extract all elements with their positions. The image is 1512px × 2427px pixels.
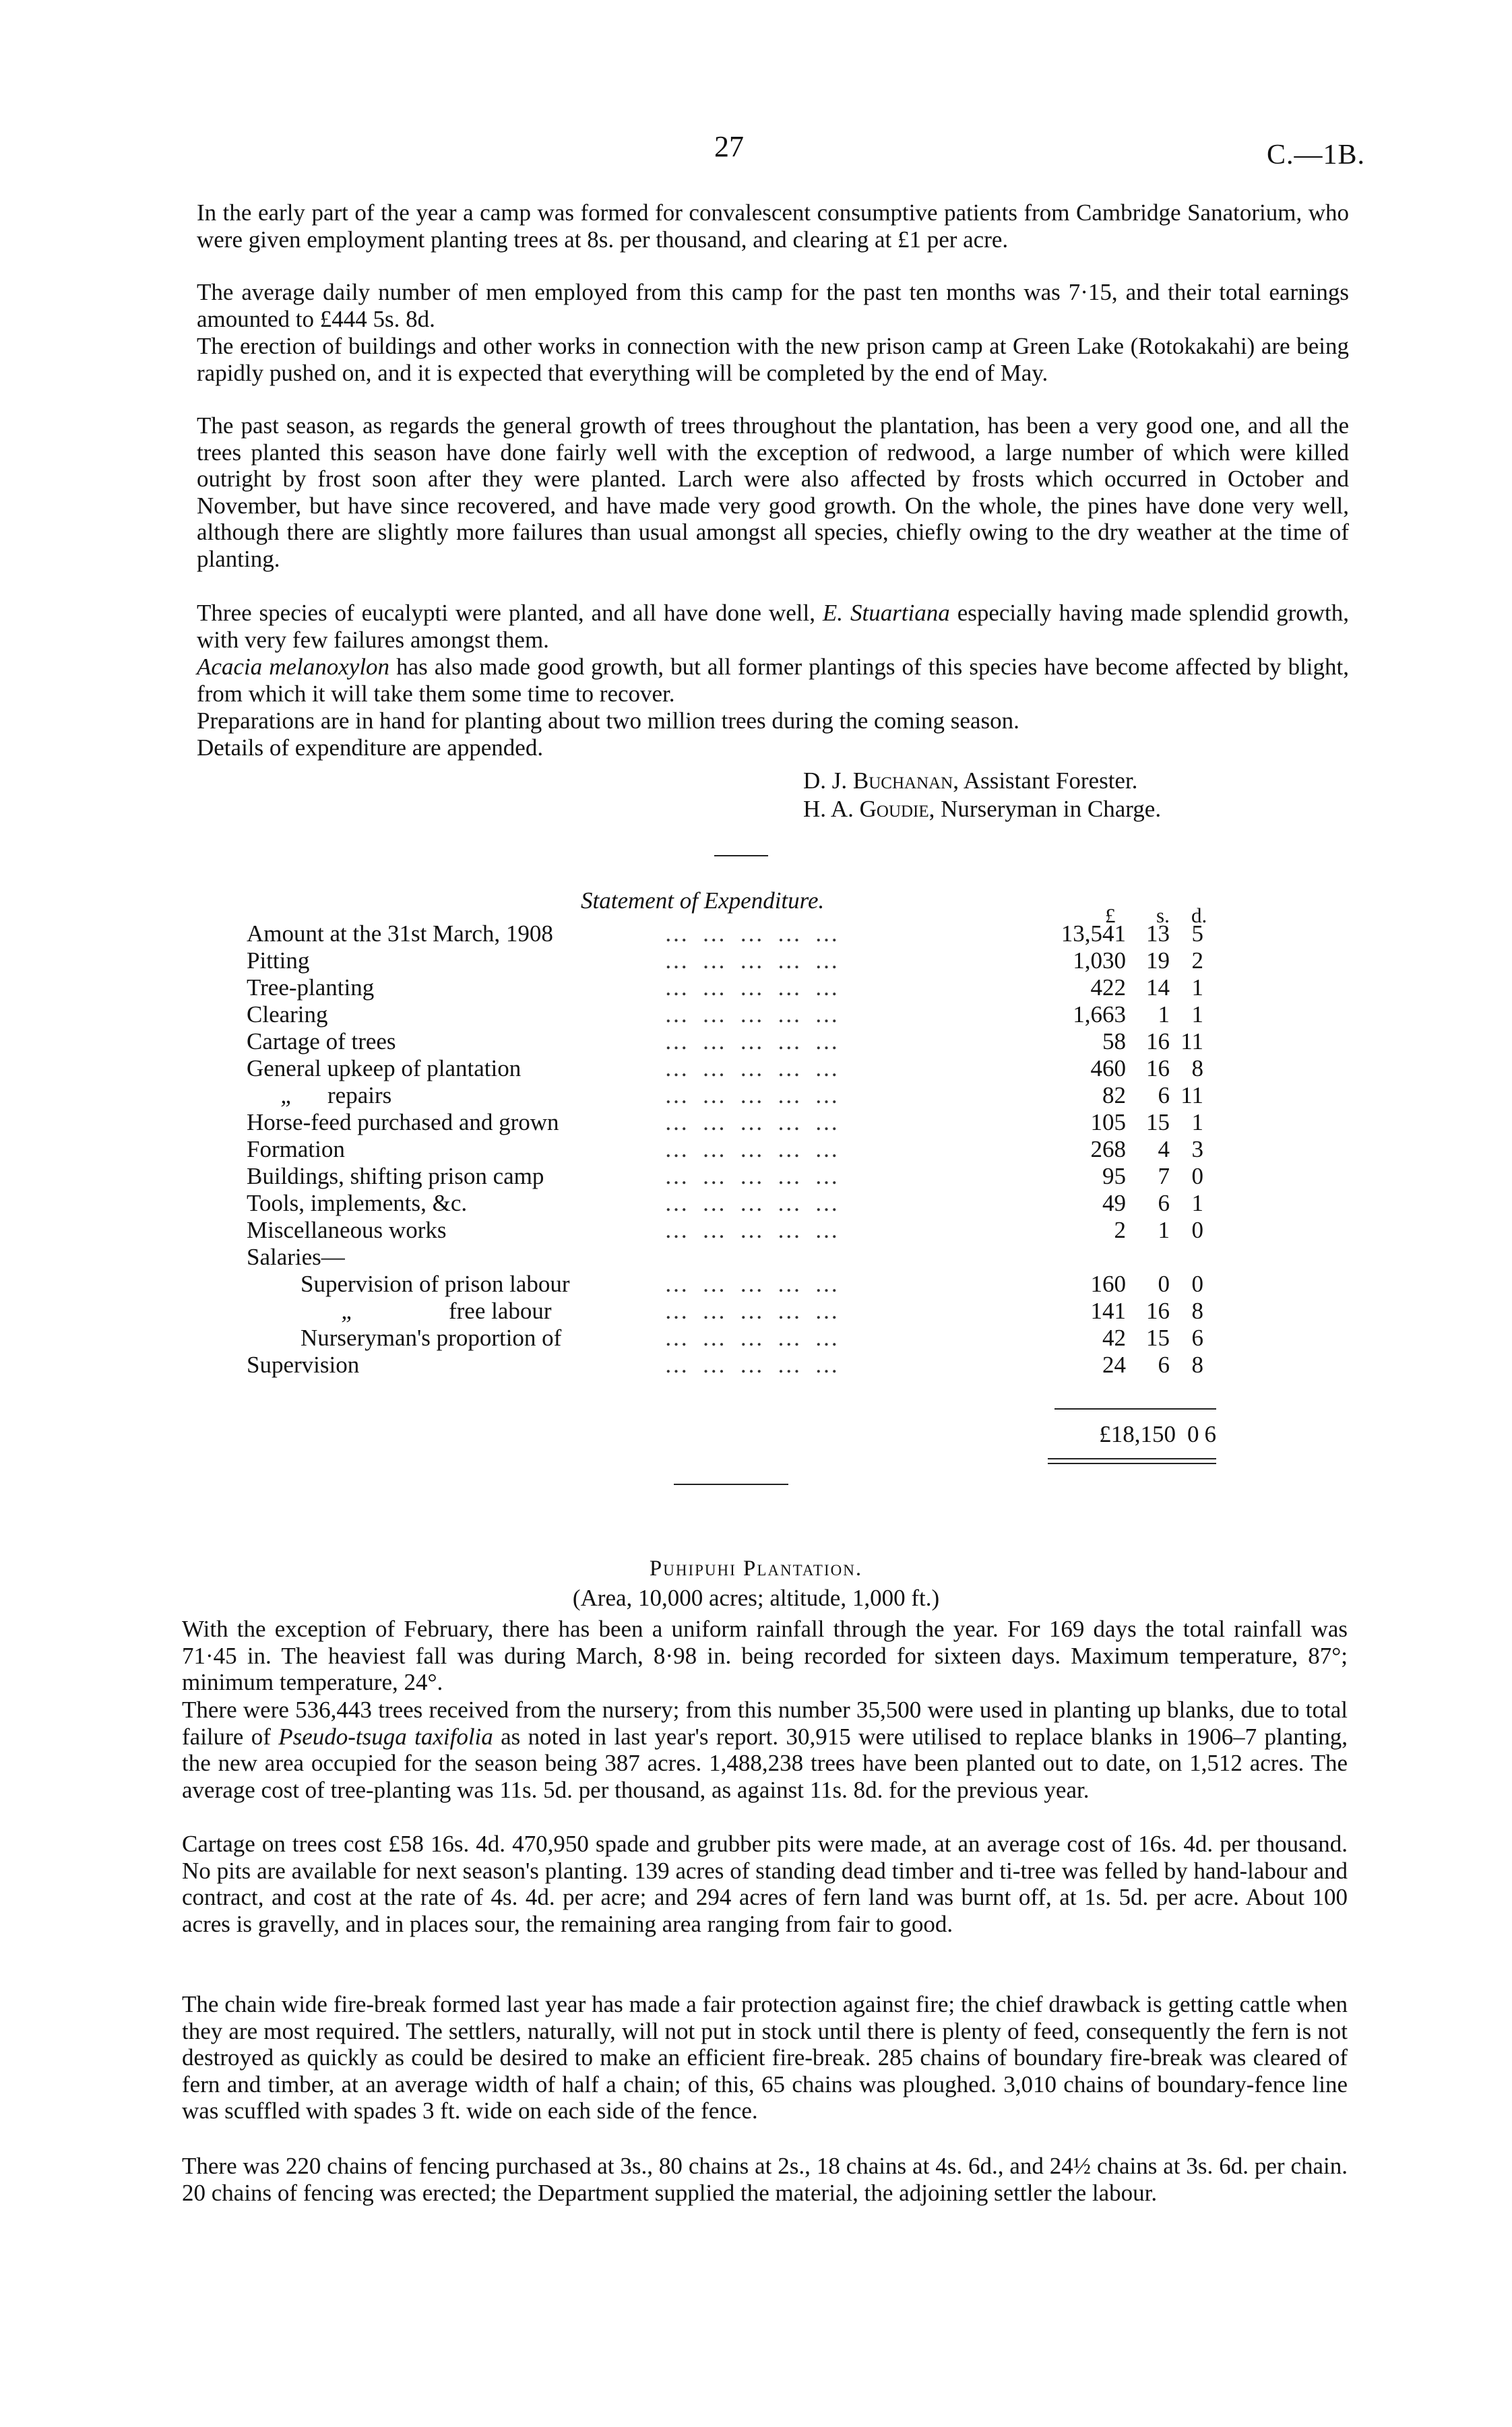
amount-shillings: 16 <box>1146 1055 1170 1081</box>
cartage-paragraph: Cartage on trees cost £58 16s. 4d. 470,950 spade and grubber pits were made, at an average cost of 16s. 4d. per thousand. No pits are available for next season's planting. 139 acres of standing dead timber and ti-tree was felled by hand-labour and contract, and cost at the rate of 4s. 4d. per acre; and 294 acres of fern land was burnt off, at 1s. 5d. per acre. About 100 acres is gravelly, and in places sour, the remaining area ranging from fair to good. <box>182 1831 1348 1937</box>
amount-pence: 5 <box>1191 920 1203 947</box>
expenditure-row <box>247 1325 1203 1352</box>
amount-pounds: 1,663 <box>1073 1001 1126 1028</box>
amount-pence: 8 <box>1191 1298 1203 1324</box>
amount-shillings: 19 <box>1146 947 1170 974</box>
leader-dots: … … … … … <box>664 1325 842 1351</box>
amount-pounds: 82 <box>1102 1082 1126 1108</box>
amount-pence: 0 <box>1191 1217 1203 1243</box>
leader-dots: … … … … … <box>664 1352 842 1378</box>
signature-line: H. A. Goudie, Nurseryman in Charge. <box>803 796 1162 822</box>
total-row <box>977 1421 1216 1449</box>
expenditure-label: „ free labour <box>247 1298 552 1325</box>
species-name: Acacia melanoxylon <box>197 654 390 680</box>
total-shillings: 0 <box>1187 1421 1199 1447</box>
leader-dots: … … … … … <box>664 947 842 974</box>
expenditure-label: Miscellaneous works <box>247 1217 447 1243</box>
amount-pence: 3 <box>1191 1136 1203 1162</box>
expenditure-label: Salaries— <box>247 1244 345 1270</box>
amount-shillings: 16 <box>1146 1298 1170 1324</box>
divider <box>674 1484 788 1485</box>
amount-pence: 8 <box>1191 1055 1203 1081</box>
rainfall-paragraph: With the exception of February, there has been a uniform rainfall through the year. For 169 days the total rainfall was 71·45 in. The heaviest fall was during March, 8·98 in. being recorded for sixteen days. Maximum temperature, 87°; minimum temperature, 24°. <box>182 1616 1348 1695</box>
expenditure-label: General upkeep of plantation <box>247 1055 522 1081</box>
signatory-name: D. J. Buchanan <box>803 767 953 794</box>
amount-pounds: 58 <box>1102 1028 1126 1054</box>
expenditure-label: Formation <box>247 1136 345 1162</box>
amount-pence: 1 <box>1191 1001 1203 1028</box>
section-subtitle: (Area, 10,000 acres; altitude, 1,000 ft.) <box>572 1585 940 1611</box>
amount-pounds: 1,030 <box>1073 947 1126 974</box>
leader-dots: … … … … … <box>664 1055 842 1081</box>
ditto-mark: „ <box>341 1298 354 1324</box>
amount-shillings: 6 <box>1158 1352 1170 1378</box>
amount-shillings: 0 <box>1158 1271 1170 1297</box>
amount-pence: 2 <box>1191 947 1203 974</box>
expenditure-label: Cartage of trees <box>247 1028 396 1054</box>
expenditure-label: Buildings, shifting prison camp <box>247 1163 544 1189</box>
expenditure-row <box>247 920 1203 947</box>
expenditure-label: Supervision of prison labour <box>301 1271 570 1297</box>
document-reference: C.—1B. <box>1266 139 1365 170</box>
expenditure-label: Clearing <box>247 1001 328 1028</box>
amount-pence: 11 <box>1180 1028 1203 1054</box>
amount-pounds: 268 <box>1090 1136 1126 1162</box>
intro-paragraph: In the early part of the year a camp was formed for convalescent consumptive patients from Cambridge Sanatorium, who were given employment planting trees at 8s. per thousand, and clearing at £1 per acre. <box>197 199 1349 253</box>
amount-pounds: 105 <box>1090 1109 1126 1135</box>
firebreak-paragraph: The chain wide fire-break formed last year has made a fair protection against fire; the chief drawback is getting cattle when they are most required. The settlers, naturally, will not put in stock until there is plenty of feed, consequently the fern is not destroyed as quickly as could be desired to make an efficient fire-break. 285 chains of boundary fire-break was cleared of fern and timber, at an average width of half a chain; of this, 65 chains was ploughed. 3,010 chains of boundary-fence line was scuffled with spades 3 ft. wide on each side of the fence. <box>182 1991 1348 2124</box>
total-double-rule <box>1048 1463 1216 1464</box>
intro-paragraph: The average daily number of men employed from this camp for the past ten months was 7·15, and their total earnings amounted to £444 5s. 8d. <box>197 279 1349 332</box>
leader-dots: … … … … … <box>664 1190 842 1216</box>
subtotal-rule <box>1054 1408 1216 1410</box>
amount-pounds: 24 <box>1102 1352 1126 1378</box>
amount-shillings: 6 <box>1158 1190 1170 1216</box>
amount-pence: 0 <box>1191 1271 1203 1297</box>
amount-pounds: 460 <box>1090 1055 1126 1081</box>
section-title: Puhipuhi Plantation. <box>649 1556 863 1581</box>
intro-paragraph: The past season, as regards the general growth of trees throughout the plantation, has been a very good one, and all the trees planted this season have done fairly well with the exception of redwood, a large number of which were killed outright by frost soon after they were planted. Larch were also affected by frosts which occurred in October and November, but have since recovered, and have made very good growth. On the whole, the pines have done very well, although there are slightly more failures than usual amongst all species, chiefly owing to the dry weather at the time of planting. <box>197 412 1349 572</box>
ditto-mark: „ <box>280 1082 294 1108</box>
amount-shillings: 15 <box>1146 1325 1170 1351</box>
amount-pounds: 42 <box>1102 1325 1126 1351</box>
divider <box>714 855 768 856</box>
page-number: 27 <box>714 130 744 163</box>
statement-title: Statement of Expenditure. <box>581 887 825 914</box>
pence-header: d. <box>1191 904 1207 927</box>
amount-shillings: 13 <box>1146 920 1170 947</box>
leader-dots: … … … … … <box>664 1298 842 1324</box>
amount-pounds: 2 <box>1114 1217 1126 1243</box>
amount-pounds: 13,541 <box>1061 920 1126 947</box>
leader-dots: … … … … … <box>664 1217 842 1243</box>
amount-shillings: 1 <box>1158 1001 1170 1028</box>
amount-pence: 1 <box>1191 974 1203 1001</box>
expenditure-table <box>247 920 1203 1379</box>
total-pounds: £18,150 <box>1099 1421 1176 1447</box>
closing-line: Preparations are in hand for planting about two million trees during the coming season. <box>197 707 1019 734</box>
amount-pounds: 95 <box>1102 1163 1126 1189</box>
expenditure-label: Supervision <box>247 1352 360 1378</box>
amount-pounds: 160 <box>1090 1271 1126 1297</box>
expenditure-label: Amount at the 31st March, 1908 <box>247 920 553 947</box>
amount-pounds: 49 <box>1102 1190 1126 1216</box>
closing-line: Details of expenditure are appended. <box>197 734 544 761</box>
leader-dots: … … … … … <box>664 1271 842 1297</box>
trees-paragraph: There were 536,443 trees received from the nursery; from this number 35,500 were used in planting up blanks, due to total failure of Pseudo-tsuga taxifolia as noted in last year's report. 30,915 were utilised to replace blanks in 1906–7 planting, the new area occupied for the season being 387 acres. 1,488,238 trees have been planted out to date, on 1,512 acres. The average cost of tree-planting was 11s. 5d. per thousand, as against 11s. 8d. for the previous year. <box>182 1697 1348 1803</box>
amount-pounds: 422 <box>1090 974 1126 1001</box>
amount-pence: 6 <box>1191 1325 1203 1351</box>
amount-shillings: 4 <box>1158 1136 1170 1162</box>
expenditure-label: Pitting <box>247 947 310 974</box>
amount-shillings: 14 <box>1146 974 1170 1001</box>
species-name: E. Stuartiana <box>822 600 950 626</box>
species-name: Pseudo-tsuga taxifolia <box>278 1723 493 1750</box>
amount-pounds: 141 <box>1090 1298 1126 1324</box>
leader-dots: … … … … … <box>664 1136 842 1162</box>
amount-pence: 1 <box>1191 1190 1203 1216</box>
signature-line: D. J. Buchanan, Assistant Forester. <box>803 767 1138 794</box>
leader-dots: … … … … … <box>664 1082 842 1108</box>
expenditure-row <box>247 1190 1203 1217</box>
expenditure-row <box>247 1217 1203 1244</box>
expenditure-row <box>247 1352 1203 1379</box>
leader-dots: … … … … … <box>664 1001 842 1028</box>
expenditure-row <box>247 1055 1203 1082</box>
amount-pence: 0 <box>1191 1163 1203 1189</box>
amount-pence: 1 <box>1191 1109 1203 1135</box>
expenditure-row <box>247 1271 1203 1298</box>
total-double-rule <box>1048 1458 1216 1459</box>
expenditure-row <box>247 1163 1203 1190</box>
expenditure-row <box>247 1109 1203 1136</box>
amount-shillings: 15 <box>1146 1109 1170 1135</box>
amount-pence: 8 <box>1191 1352 1203 1378</box>
total-pence: 6 <box>1204 1421 1216 1447</box>
expenditure-row <box>247 1082 1203 1109</box>
expenditure-row <box>247 1136 1203 1163</box>
eucalypti-paragraph: Three species of eucalypti were planted, and all have done well, E. Stuartiana especially having made splendid growth, with very few failures amongst them. <box>197 600 1349 653</box>
leader-dots: … … … … … <box>664 920 842 947</box>
expenditure-row <box>247 947 1203 974</box>
intro-paragraph: The erection of buildings and other works in connection with the new prison camp at Green Lake (Rotokakahi) are being rapidly pushed on, and it is expected that everything will be completed by the end of May. <box>197 333 1349 386</box>
leader-dots: … … … … … <box>664 1109 842 1135</box>
acacia-paragraph: Acacia melanoxylon has also made good growth, but all former plantings of this species have become affected by blight, from which it will take them some time to recover. <box>197 654 1349 707</box>
fencing-paragraph: There was 220 chains of fencing purchased at 3s., 80 chains at 2s., 18 chains at 4s. 6d., and 24½ chains at 3s. 6d. per chain. 20 chains of fencing was erected; the Department supplied the material, the adjoining settler the labour. <box>182 2153 1348 2206</box>
signatory-name: H. A. Goudie <box>803 796 929 822</box>
amount-pence: 11 <box>1180 1082 1203 1108</box>
amount-shillings: 1 <box>1158 1217 1170 1243</box>
amount-shillings: 6 <box>1158 1082 1170 1108</box>
expenditure-label: Horse-feed purchased and grown <box>247 1109 559 1135</box>
expenditure-row <box>247 1028 1203 1055</box>
pounds-header: £ <box>1105 904 1116 927</box>
leader-dots: … … … … … <box>664 1028 842 1054</box>
expenditure-row <box>247 1244 1203 1271</box>
expenditure-label: Tree-planting <box>247 974 375 1001</box>
amount-shillings: 16 <box>1146 1028 1170 1054</box>
leader-dots: … … … … … <box>664 1163 842 1189</box>
expenditure-row <box>247 974 1203 1001</box>
leader-dots: … … … … … <box>664 974 842 1001</box>
expenditure-row <box>247 1001 1203 1028</box>
expenditure-label: Nurseryman's proportion of <box>301 1325 562 1351</box>
expenditure-label: „ repairs <box>247 1082 391 1109</box>
expenditure-row <box>247 1298 1203 1325</box>
amount-shillings: 7 <box>1158 1163 1170 1189</box>
expenditure-label: Tools, implements, &c. <box>247 1190 468 1216</box>
shillings-header: s. <box>1156 904 1170 927</box>
